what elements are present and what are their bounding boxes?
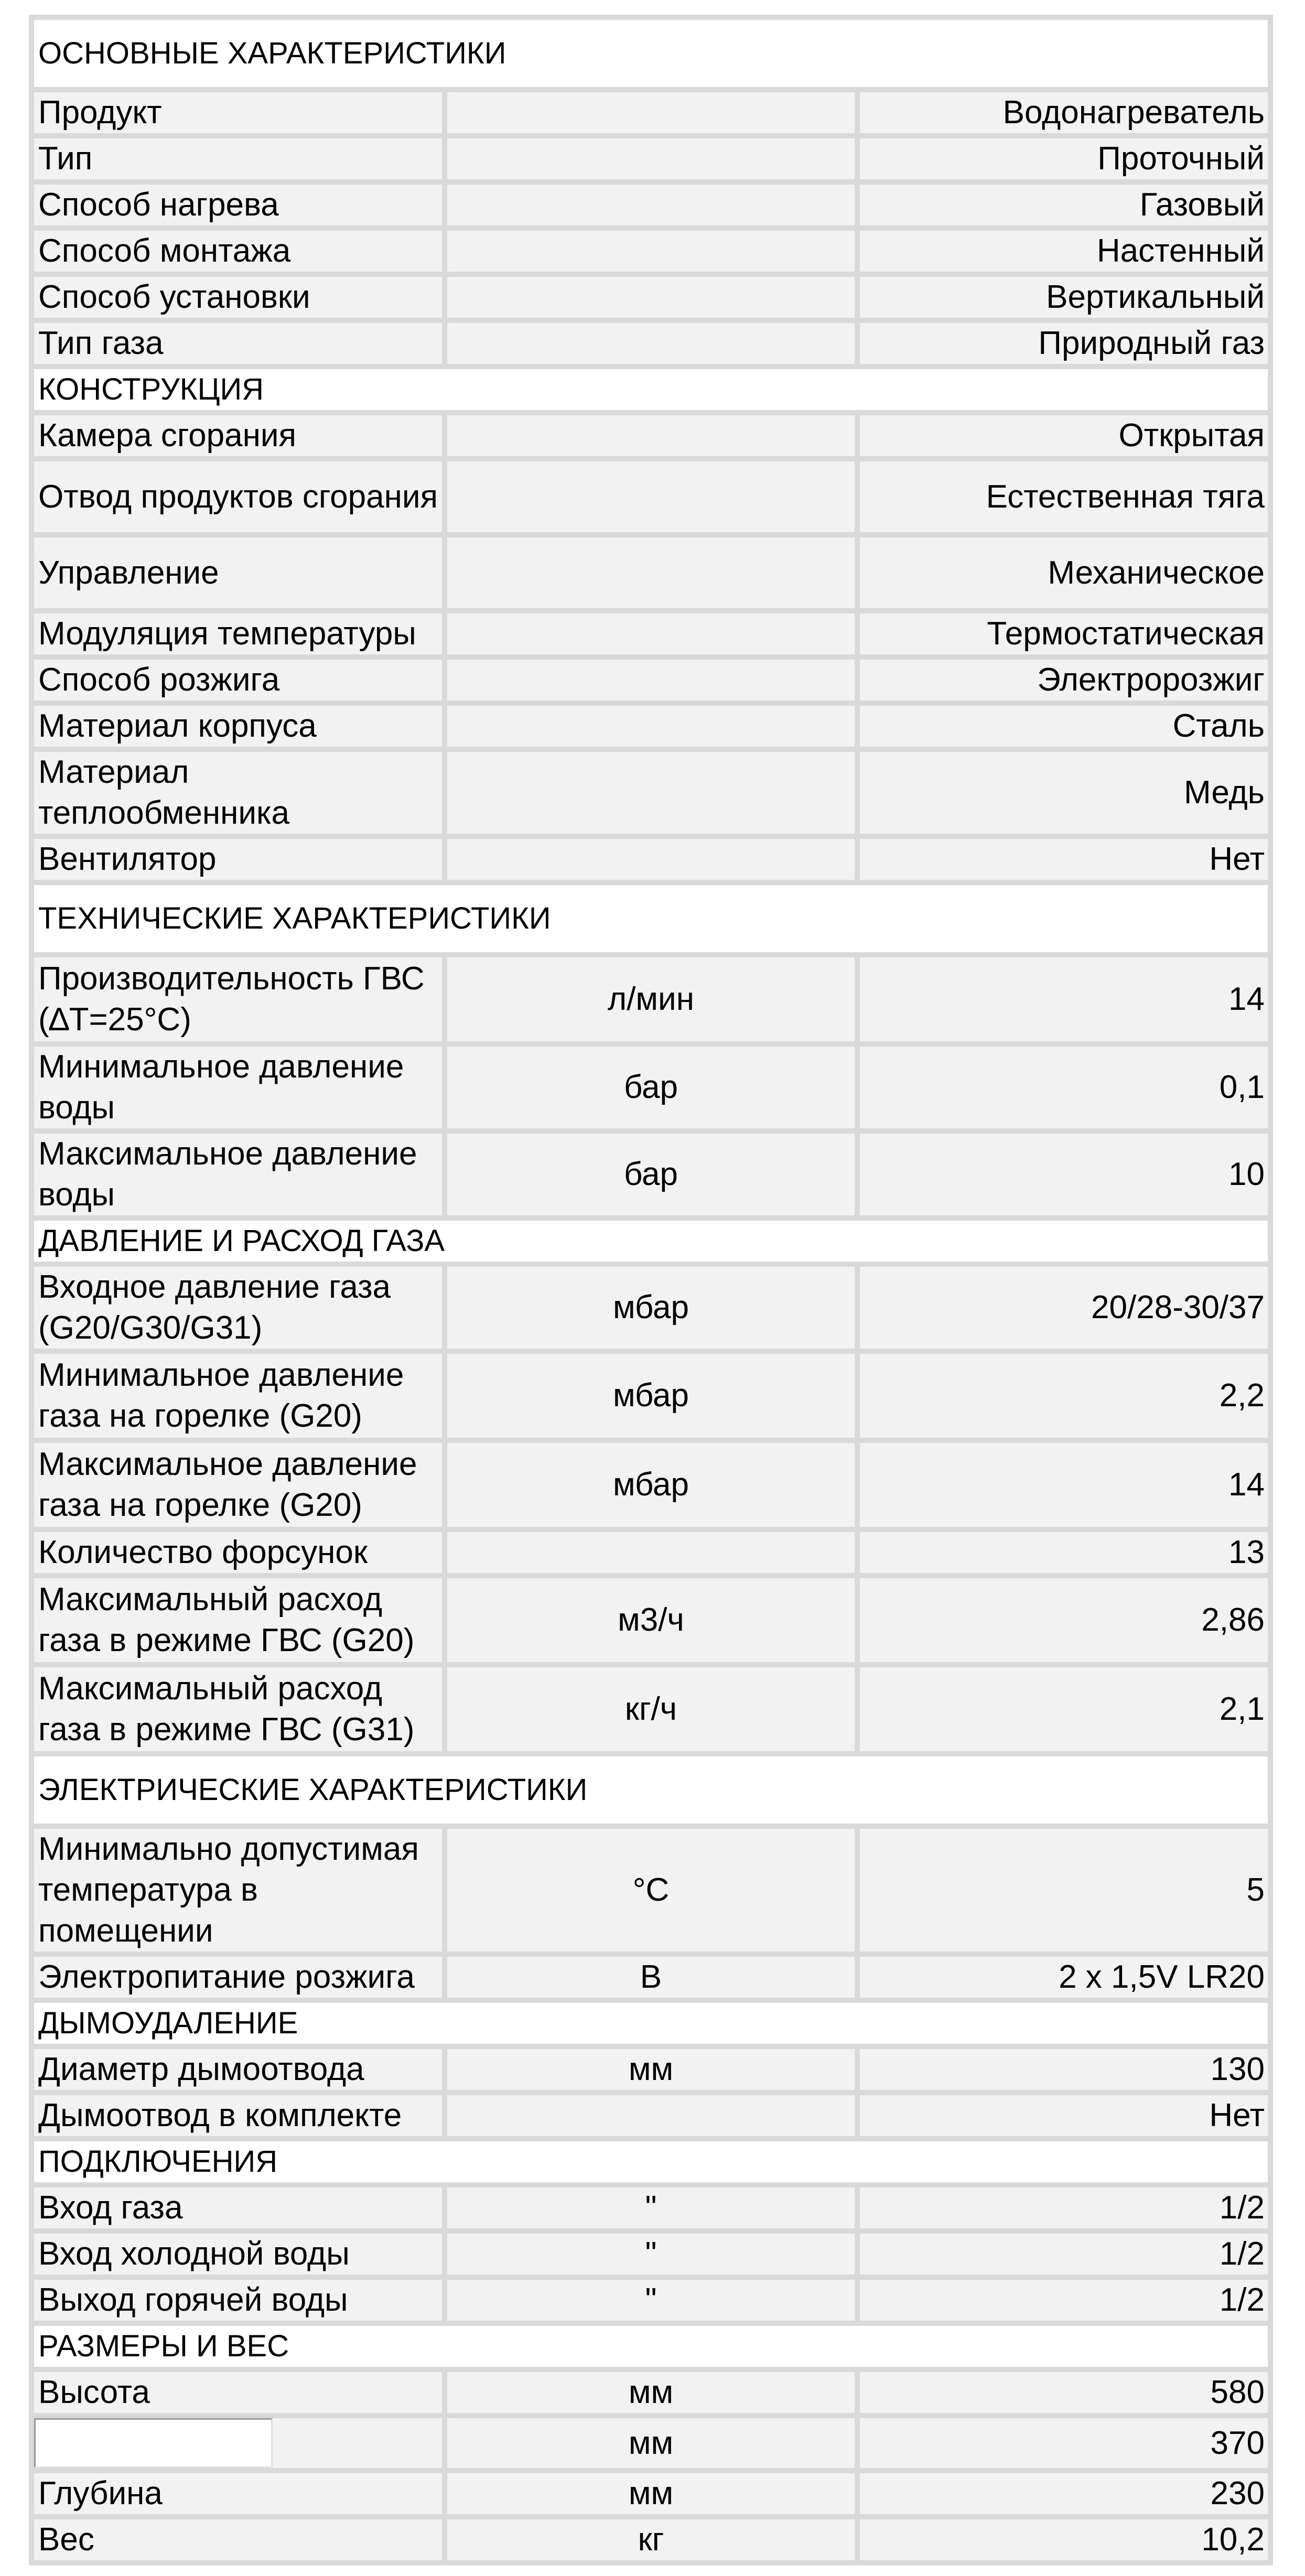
spec-row: [34, 1532, 1268, 1573]
spec-value: 1/2: [860, 2280, 1268, 2321]
spec-unit: [447, 138, 855, 179]
spec-unit: мбар: [447, 1267, 855, 1349]
spec-row: [34, 1829, 1268, 1952]
spec-value: 2,2: [860, 1354, 1268, 1438]
spec-unit: ": [447, 2234, 855, 2275]
spec-row: [34, 2473, 1268, 2514]
spec-row: [34, 2372, 1268, 2413]
spec-value: Сталь: [860, 706, 1268, 747]
spec-value: Открытая: [860, 415, 1268, 456]
spec-value: Естественная тяга: [860, 461, 1268, 532]
section-title: ЭЛЕКТРИЧЕСКИЕ ХАРАКТЕРИСТИКИ: [34, 1756, 1268, 1824]
section-title: ТЕХНИЧЕСКИЕ ХАРАКТЕРИСТИКИ: [34, 885, 1268, 952]
spec-label: Тип: [34, 138, 442, 179]
spec-value: 13: [860, 1532, 1268, 1573]
spec-unit: В: [447, 1957, 855, 1998]
spec-value: Природный газ: [860, 323, 1268, 364]
spec-row: [34, 706, 1268, 747]
spec-row: [34, 1354, 1268, 1438]
section-header: [34, 885, 1268, 952]
spec-unit: кг/ч: [447, 1667, 855, 1751]
spec-value: Газовый: [860, 185, 1268, 225]
spec-value: Нет: [860, 2095, 1268, 2136]
spec-label-empty: [34, 2418, 442, 2468]
spec-row: [34, 957, 1268, 1041]
spec-label: Диаметр дымоотвода: [34, 2049, 442, 2090]
spec-value: Термостатическая: [860, 613, 1268, 654]
spec-label: Вход газа: [34, 2187, 442, 2228]
section-header: [34, 2003, 1268, 2044]
spec-label: Материал корпуса: [34, 706, 442, 747]
spec-value: 2 x 1,5V LR20: [860, 1957, 1268, 1998]
section-title: ДАВЛЕНИЕ И РАСХОД ГАЗА: [34, 1221, 1268, 1262]
spec-label: Управление: [34, 537, 442, 608]
spec-row: [34, 92, 1268, 133]
spec-row: [34, 613, 1268, 654]
spec-label: Производительность ГВС (∆T=25°C): [34, 957, 442, 1041]
spec-unit: [447, 277, 855, 318]
spec-unit: мбар: [447, 1354, 855, 1438]
spec-unit: [447, 752, 855, 834]
spec-value: 1/2: [860, 2187, 1268, 2228]
section-header: [34, 2326, 1268, 2367]
spec-value: Нет: [860, 839, 1268, 880]
spec-value: 10,2: [860, 2519, 1268, 2560]
spec-label: Способ розжига: [34, 660, 442, 700]
spec-value: 130: [860, 2049, 1268, 2090]
spec-unit: мбар: [447, 1443, 855, 1527]
section-header: [34, 1756, 1268, 1824]
spec-unit: [447, 706, 855, 747]
empty-label-field[interactable]: [34, 2418, 273, 2468]
spec-row: [34, 138, 1268, 179]
spec-unit: [447, 660, 855, 700]
spec-unit: [447, 415, 855, 456]
spec-value: 230: [860, 2473, 1268, 2514]
spec-unit: мм: [447, 2049, 855, 2090]
spec-unit: кг: [447, 2519, 855, 2560]
spec-value: 2,86: [860, 1578, 1268, 1662]
section-title: РАЗМЕРЫ И ВЕС: [34, 2326, 1268, 2367]
spec-row: [34, 1578, 1268, 1662]
spec-unit: [447, 461, 855, 532]
spec-value: 370: [860, 2418, 1268, 2468]
spec-unit: [447, 92, 855, 133]
spec-label: Вес: [34, 2519, 442, 2560]
section-header: [34, 20, 1268, 87]
spec-label: Вентилятор: [34, 839, 442, 880]
spec-row: [34, 185, 1268, 225]
spec-label: Максимальное давление воды: [34, 1134, 442, 1215]
spec-row: [34, 2187, 1268, 2228]
section-title: ПОДКЛЮЧЕНИЯ: [34, 2141, 1268, 2182]
spec-row: [34, 2095, 1268, 2136]
spec-unit: [447, 185, 855, 225]
spec-value: Настенный: [860, 231, 1268, 272]
spec-row: [34, 1667, 1268, 1751]
spec-unit: [447, 839, 855, 880]
spec-unit: мм: [447, 2372, 855, 2413]
spec-label: Количество форсунок: [34, 1532, 442, 1573]
spec-row: [34, 2280, 1268, 2321]
spec-value: Водонагреватель: [860, 92, 1268, 133]
spec-value: Вертикальный: [860, 277, 1268, 318]
spec-label: Глубина: [34, 2473, 442, 2514]
spec-label: Электропитание розжига: [34, 1957, 442, 1998]
spec-value: 20/28-30/37: [860, 1267, 1268, 1349]
spec-unit: м3/ч: [447, 1578, 855, 1662]
spec-label: Способ установки: [34, 277, 442, 318]
spec-unit: [447, 231, 855, 272]
spec-unit: ": [447, 2187, 855, 2228]
spec-label: Отвод продуктов сгорания: [34, 461, 442, 532]
spec-value: Проточный: [860, 138, 1268, 179]
spec-row: [34, 1443, 1268, 1527]
spec-unit: бар: [447, 1047, 855, 1128]
spec-row: [34, 752, 1268, 834]
spec-unit: [447, 537, 855, 608]
spec-unit: [447, 2095, 855, 2136]
spec-row: [34, 415, 1268, 456]
spec-value: 14: [860, 957, 1268, 1041]
spec-value: Медь: [860, 752, 1268, 834]
spec-label: Продукт: [34, 92, 442, 133]
spec-row: [34, 1957, 1268, 1998]
spec-table: [29, 15, 1273, 2566]
spec-value: 0,1: [860, 1047, 1268, 1128]
spec-label: Минимально допустимая температура в помещении: [34, 1829, 442, 1952]
spec-label: Модуляция температуры: [34, 613, 442, 654]
spec-label: Способ нагрева: [34, 185, 442, 225]
spec-label: Максимальный расход газа в режиме ГВС (G31): [34, 1667, 442, 1751]
spec-row: [34, 1047, 1268, 1128]
spec-row: [34, 2049, 1268, 2090]
spec-unit: ": [447, 2280, 855, 2321]
spec-label: Минимальное давление газа на горелке (G20): [34, 1354, 442, 1438]
spec-label: Минимальное давление воды: [34, 1047, 442, 1128]
spec-label: Материал теплообменника: [34, 752, 442, 834]
spec-label: Выход горячей воды: [34, 2280, 442, 2321]
spec-value: Механическое: [860, 537, 1268, 608]
spec-label: Входное давление газа (G20/G30/G31): [34, 1267, 442, 1349]
spec-unit: бар: [447, 1134, 855, 1215]
spec-row: [34, 2418, 1268, 2468]
section-header: [34, 2141, 1268, 2182]
spec-row: [34, 839, 1268, 880]
spec-row: [34, 277, 1268, 318]
spec-row: [34, 537, 1268, 608]
spec-label: Вход холодной воды: [34, 2234, 442, 2275]
spec-label: Максимальный расход газа в режиме ГВС (G20): [34, 1578, 442, 1662]
spec-value: 14: [860, 1443, 1268, 1527]
spec-row: [34, 1267, 1268, 1349]
spec-unit: [447, 613, 855, 654]
section-header: [34, 1221, 1268, 1262]
section-header: [34, 369, 1268, 410]
spec-unit: °C: [447, 1829, 855, 1952]
spec-value: 2,1: [860, 1667, 1268, 1751]
spec-unit: [447, 1532, 855, 1573]
spec-unit: мм: [447, 2473, 855, 2514]
spec-label: Тип газа: [34, 323, 442, 364]
spec-row: [34, 2234, 1268, 2275]
spec-row: [34, 323, 1268, 364]
spec-row: [34, 461, 1268, 532]
spec-unit: [447, 323, 855, 364]
spec-unit: л/мин: [447, 957, 855, 1041]
spec-label: Дымоотвод в комплекте: [34, 2095, 442, 2136]
spec-label: Камера сгорания: [34, 415, 442, 456]
spec-label: Способ монтажа: [34, 231, 442, 272]
spec-label: Максимальное давление газа на горелке (G20): [34, 1443, 442, 1527]
section-title: ОСНОВНЫЕ ХАРАКТЕРИСТИКИ: [34, 20, 1268, 87]
section-title: КОНСТРУКЦИЯ: [34, 369, 1268, 410]
spec-value: 580: [860, 2372, 1268, 2413]
spec-row: [34, 2519, 1268, 2560]
spec-unit: мм: [447, 2418, 855, 2468]
spec-value: 1/2: [860, 2234, 1268, 2275]
spec-row: [34, 660, 1268, 700]
spec-row: [34, 231, 1268, 272]
spec-value: 10: [860, 1134, 1268, 1215]
spec-label: Высота: [34, 2372, 442, 2413]
spec-row: [34, 1134, 1268, 1215]
spec-value: Электророзжиг: [860, 660, 1268, 700]
spec-value: 5: [860, 1829, 1268, 1952]
section-title: ДЫМОУДАЛЕНИЕ: [34, 2003, 1268, 2044]
